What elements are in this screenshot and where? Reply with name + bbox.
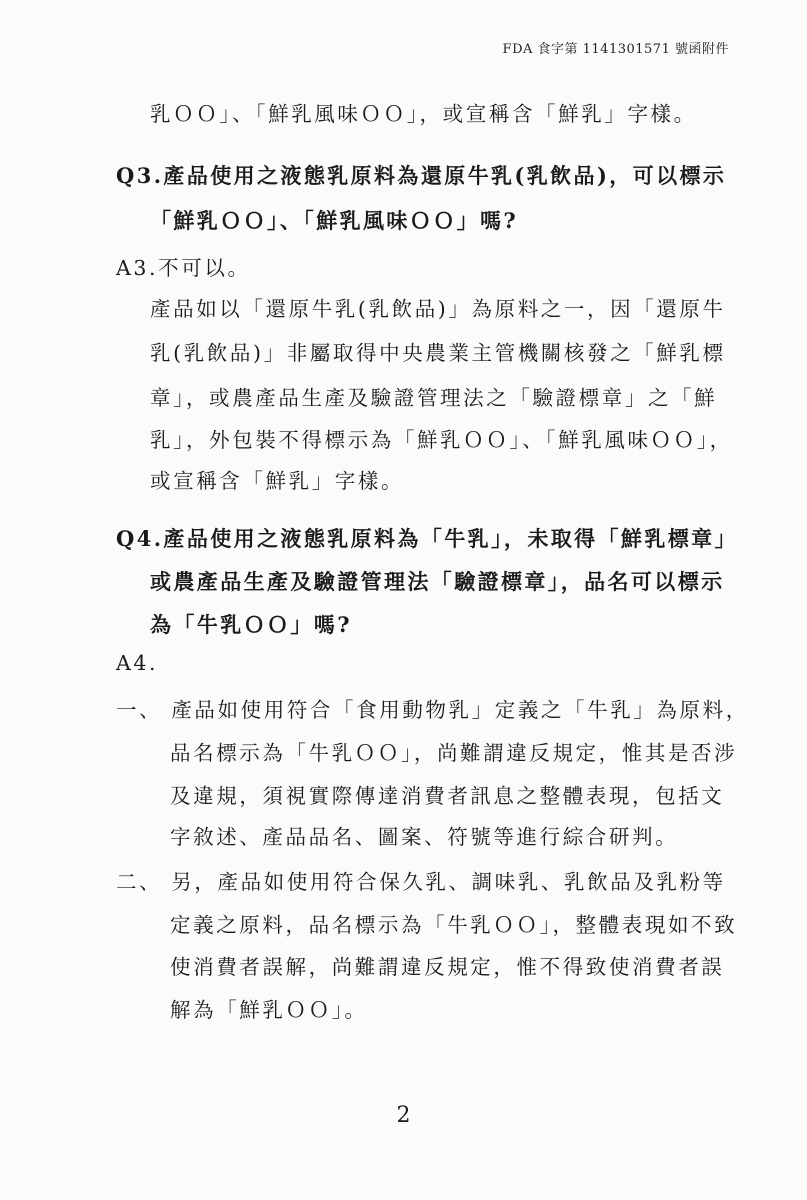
answer-a4-item-1-line-3: 及違規，須視實際傳達消費者訊息之整體表現，包括文 [170, 784, 725, 808]
question-q3-line-2: 「鮮乳ＯＯ」、「鮮乳風味ＯＯ」嗎? [150, 208, 519, 233]
answer-a4-item-2-line-1: 二、 另，產品如使用符合保久乳、調味乳、乳飲品及乳粉等 [116, 870, 726, 894]
question-q4-line-2: 或農產品生產及驗證管理法「驗證標章」，品名可以標示 [150, 569, 725, 594]
answer-a4-item-2-line-4: 解為「鮮乳ＯＯ」。 [170, 998, 368, 1022]
question-q4-line-3: 為「牛乳ＯＯ」嗎? [150, 612, 352, 637]
answer-a3-line-1: 產品如以「還原牛乳(乳飲品)」為原料之一，因「還原牛 [150, 297, 726, 321]
answer-a4-item-1-line-4: 字敘述、產品品名、圖案、符號等進行綜合研判。 [170, 825, 679, 849]
answer-a3-line-2: 乳(乳飲品)」非屬取得中央農業主管機關核發之「鮮乳標 [150, 341, 726, 365]
answer-a3-line-5: 或宣稱含「鮮乳」字樣。 [150, 469, 405, 493]
question-q4-line-1: Q4.產品使用之液態乳原料為「牛乳」，未取得「鮮乳標章」 [116, 526, 738, 551]
answer-a4-heading: A4. [116, 651, 159, 675]
page-number: 2 [396, 1103, 411, 1128]
answer-a3-line-4: 乳」，外包裝不得標示為「鮮乳ＯＯ」、「鮮乳風味ＯＯ」， [150, 428, 733, 452]
answer-a3-heading: A3.不可以。 [116, 256, 251, 280]
answer-a4-item-2-line-2: 定義之原料，品名標示為「牛乳ＯＯ」，整體表現如不致 [170, 913, 738, 937]
answer-a4-item-1-line-1: 一、 產品如使用符合「食用動物乳」定義之「牛乳」為原料， [116, 698, 749, 722]
answer-a2-continuation: 乳ＯＯ」、「鮮乳風味ＯＯ」，或宣稱含「鮮乳」字樣。 [150, 102, 697, 126]
answer-a4-item-2-line-3: 使消費者誤解，尚難謂違反規定，惟不得致使消費者誤 [170, 955, 725, 979]
answer-a3-line-3: 章」，或農產品生產及驗證管理法之「驗證標章」之「鮮 [150, 386, 718, 410]
document-reference: FDA 食字第 1141301571 號函附件 [502, 42, 729, 57]
answer-a4-item-1-line-2: 品名標示為「牛乳ＯＯ」，尚難謂違反規定，惟其是否涉 [170, 741, 738, 765]
question-q3-line-1: Q3.產品使用之液態乳原料為還原牛乳(乳飲品)，可以標示 [116, 163, 727, 188]
